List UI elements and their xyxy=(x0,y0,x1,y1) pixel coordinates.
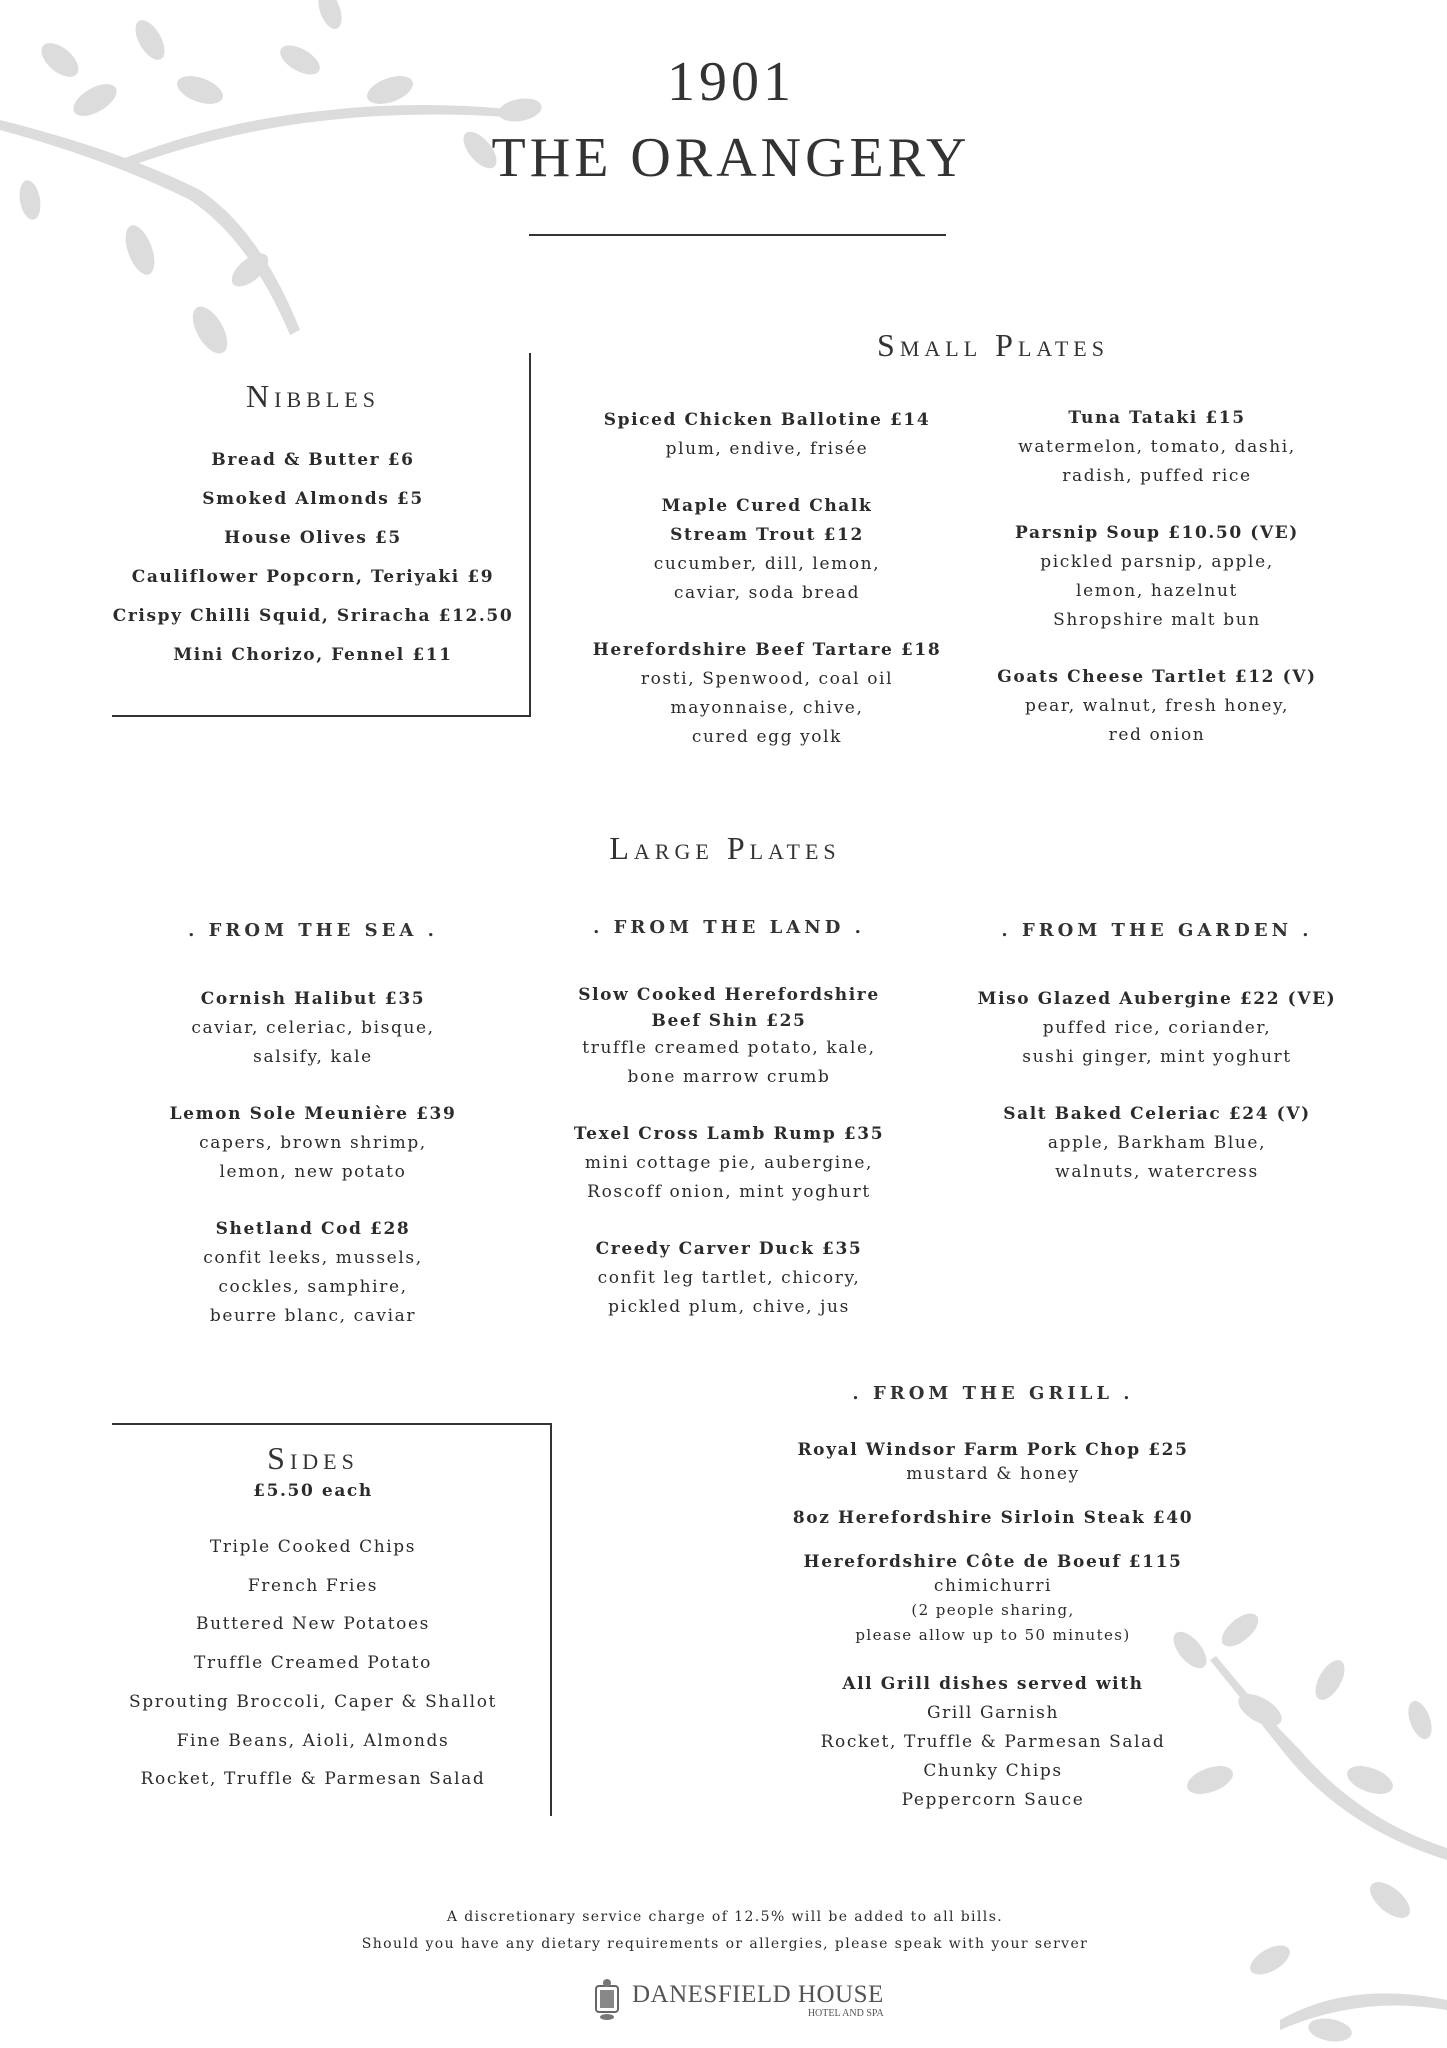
menu-item: House Olives £5 xyxy=(224,528,402,548)
menu-item: Buttered New Potatoes xyxy=(196,1614,430,1635)
menu-item xyxy=(793,1506,1193,1530)
from-the-land-column xyxy=(574,917,884,1350)
menu-item xyxy=(978,985,1337,1072)
item-description: red onion xyxy=(1108,725,1206,745)
menu-item xyxy=(170,985,457,1072)
item-note: please allow up to 50 minutes) xyxy=(855,1626,1131,1644)
item-name: Herefordshire Côte de Boeuf £115 xyxy=(803,1552,1183,1572)
small-plates-right-column xyxy=(997,404,1316,778)
nibbles-heading: Nibbles xyxy=(246,378,380,414)
from-the-grill-subheading: . FROM THE GRILL . xyxy=(852,1383,1134,1404)
item-name: Parsnip Soup £10.50 (VE) xyxy=(1015,523,1299,543)
from-the-land-subheading: . FROM THE LAND . xyxy=(593,917,865,938)
menu-item xyxy=(170,1100,457,1187)
restaurant-name: THE ORANGERY xyxy=(491,127,971,189)
item-description: rosti, Spenwood, coal oil xyxy=(640,669,894,689)
item-name: Texel Cross Lamb Rump £35 xyxy=(573,1124,885,1144)
from-the-garden-column xyxy=(978,920,1337,1215)
leaf-decoration-bottom-right xyxy=(1150,1600,1447,2048)
item-description: cockles, samphire, xyxy=(218,1277,408,1297)
item-description: lemon, hazelnut xyxy=(1076,581,1238,601)
item-name: Goats Cheese Tartlet £12 (V) xyxy=(997,667,1317,687)
small-plates-left-column xyxy=(593,406,942,780)
item-description: lemon, new potato xyxy=(219,1162,407,1182)
from-the-sea-subheading: . FROM THE SEA . xyxy=(188,920,438,941)
item-name: Royal Windsor Farm Pork Chop £25 xyxy=(797,1440,1189,1460)
leaf-decoration-top-left xyxy=(0,0,560,380)
item-description: Roscoff onion, mint yoghurt xyxy=(587,1182,871,1202)
item-description: puffed rice, coriander, xyxy=(1042,1018,1272,1038)
menu-item xyxy=(593,636,942,752)
grill-accompaniment: Grill Garnish xyxy=(926,1703,1060,1723)
sides-heading: Sides xyxy=(267,1440,359,1476)
item-description: confit leg tartlet, chicory, xyxy=(597,1268,861,1288)
sides-section xyxy=(129,1440,497,1799)
sides-box-top-border xyxy=(112,1423,552,1425)
menu-item xyxy=(593,406,942,464)
menu-item xyxy=(997,663,1316,750)
item-description: bone marrow crumb xyxy=(627,1067,831,1087)
menu-item xyxy=(574,1235,884,1322)
menu-item: Triple Cooked Chips xyxy=(209,1537,417,1557)
item-name: Slow Cooked Herefordshire xyxy=(578,985,880,1005)
menu-item: Cauliflower Popcorn, Teriyaki £9 xyxy=(131,567,495,587)
item-description: cured egg yolk xyxy=(691,727,843,747)
menu-item xyxy=(978,1100,1337,1187)
item-description: salsify, kale xyxy=(253,1047,373,1067)
item-description: caviar, soda bread xyxy=(673,583,861,603)
from-the-grill-column xyxy=(793,1383,1193,1815)
item-description: capers, brown shrimp, xyxy=(199,1133,427,1153)
menu-item xyxy=(574,1120,884,1207)
menu-item xyxy=(997,404,1316,491)
item-name: Miso Glazed Aubergine £22 (VE) xyxy=(977,989,1337,1009)
menu-item xyxy=(593,492,942,608)
item-description: truffle creamed potato, kale, xyxy=(582,1038,876,1058)
from-the-garden-subheading: . FROM THE GARDEN . xyxy=(1001,920,1313,941)
menu-item: Crispy Chilli Squid, Sriracha £12.50 xyxy=(112,606,514,626)
footer-notes xyxy=(362,1904,1089,1958)
item-description: mini cottage pie, aubergine, xyxy=(584,1153,874,1173)
menu-item: Rocket, Truffle & Parmesan Salad xyxy=(140,1769,486,1790)
menu-item xyxy=(793,1438,1193,1486)
large-plates-heading: Large Plates xyxy=(609,830,841,866)
restaurant-year: 1901 xyxy=(667,51,795,113)
item-description: walnuts, watercress xyxy=(1055,1162,1259,1182)
grill-accompaniment: Chunky Chips xyxy=(923,1761,1063,1781)
item-description: mayonnaise, chive, xyxy=(670,698,864,718)
grill-served-with-heading: All Grill dishes served with xyxy=(842,1674,1144,1694)
item-description: Shropshire malt bun xyxy=(1053,610,1261,630)
menu-item: Mini Chorizo, Fennel £11 xyxy=(173,645,453,665)
item-name: Creedy Carver Duck £35 xyxy=(595,1239,863,1259)
item-description: sushi ginger, mint yoghurt xyxy=(1022,1047,1292,1067)
grill-accompaniment: Peppercorn Sauce xyxy=(901,1790,1085,1810)
menu-item: French Fries xyxy=(247,1575,379,1596)
menu-item: Sprouting Broccoli, Caper & Shallot xyxy=(129,1691,497,1712)
grill-accompaniment: Rocket, Truffle & Parmesan Salad xyxy=(820,1732,1166,1752)
item-description: plum, endive, frisée xyxy=(665,439,869,459)
item-name: Cornish Halibut £35 xyxy=(200,989,426,1009)
item-description: apple, Barkham Blue, xyxy=(1047,1133,1267,1153)
dietary-note: Should you have any dietary requirements or allergies, please speak with your server xyxy=(361,1936,1089,1952)
nibbles-section xyxy=(113,378,514,675)
danesfield-house-logo xyxy=(592,1978,884,2022)
item-description: cucumber, dill, lemon, xyxy=(653,554,881,574)
item-description: radish, puffed rice xyxy=(1062,466,1252,486)
nibbles-box-right-border xyxy=(529,353,531,717)
item-description: chimichurri xyxy=(933,1576,1053,1596)
menu-item xyxy=(574,982,884,1092)
menu-item: Bread & Butter £6 xyxy=(211,450,415,470)
item-description: caviar, celeriac, bisque, xyxy=(191,1018,435,1038)
sides-box-right-border xyxy=(550,1423,552,1816)
item-name: Herefordshire Beef Tartare £18 xyxy=(592,640,942,660)
title-divider xyxy=(529,234,946,236)
menu-item xyxy=(997,519,1316,635)
menu-item xyxy=(170,1215,457,1331)
item-name: 8oz Herefordshire Sirloin Steak £40 xyxy=(792,1508,1194,1528)
menu-item: Smoked Almonds £5 xyxy=(202,489,424,509)
small-plates-heading: Small Plates xyxy=(877,327,1109,363)
item-description: watermelon, tomato, dashi, xyxy=(1018,437,1296,457)
item-description: mustard & honey xyxy=(906,1464,1080,1484)
item-description: confit leeks, mussels, xyxy=(203,1248,423,1268)
item-name: Stream Trout £12 xyxy=(670,525,864,545)
item-name: Shetland Cod £28 xyxy=(215,1219,411,1239)
item-note: (2 people sharing, xyxy=(911,1601,1075,1619)
crest-icon xyxy=(592,1978,622,2022)
item-name: Maple Cured Chalk xyxy=(661,496,873,516)
item-name: Beef Shin £25 xyxy=(651,1011,807,1031)
logo-name: DANESFIELD HOUSE xyxy=(632,1980,884,2008)
from-the-sea-column xyxy=(170,920,457,1359)
menu-item: Fine Beans, Aioli, Almonds xyxy=(176,1730,450,1751)
item-description: pickled parsnip, apple, xyxy=(1040,552,1274,572)
item-description: beurre blanc, caviar xyxy=(209,1306,417,1326)
menu-item xyxy=(793,1550,1193,1648)
item-name: Salt Baked Celeriac £24 (V) xyxy=(1003,1104,1311,1124)
sides-price: £5.50 each xyxy=(253,1481,373,1501)
item-name: Lemon Sole Meunière £39 xyxy=(169,1104,457,1124)
item-name: Tuna Tataki £15 xyxy=(1068,408,1246,428)
nibbles-box-bottom-border xyxy=(112,715,531,717)
logo-tagline: HOTEL AND SPA xyxy=(807,2007,884,2019)
item-name: Spiced Chicken Ballotine £14 xyxy=(603,410,931,430)
item-description: pickled plum, chive, jus xyxy=(608,1297,850,1317)
menu-item: Truffle Creamed Potato xyxy=(194,1653,432,1674)
service-charge-note: A discretionary service charge of 12.5% will be added to all bills. xyxy=(446,1909,1004,1925)
item-description: pear, walnut, fresh honey, xyxy=(1025,696,1289,716)
